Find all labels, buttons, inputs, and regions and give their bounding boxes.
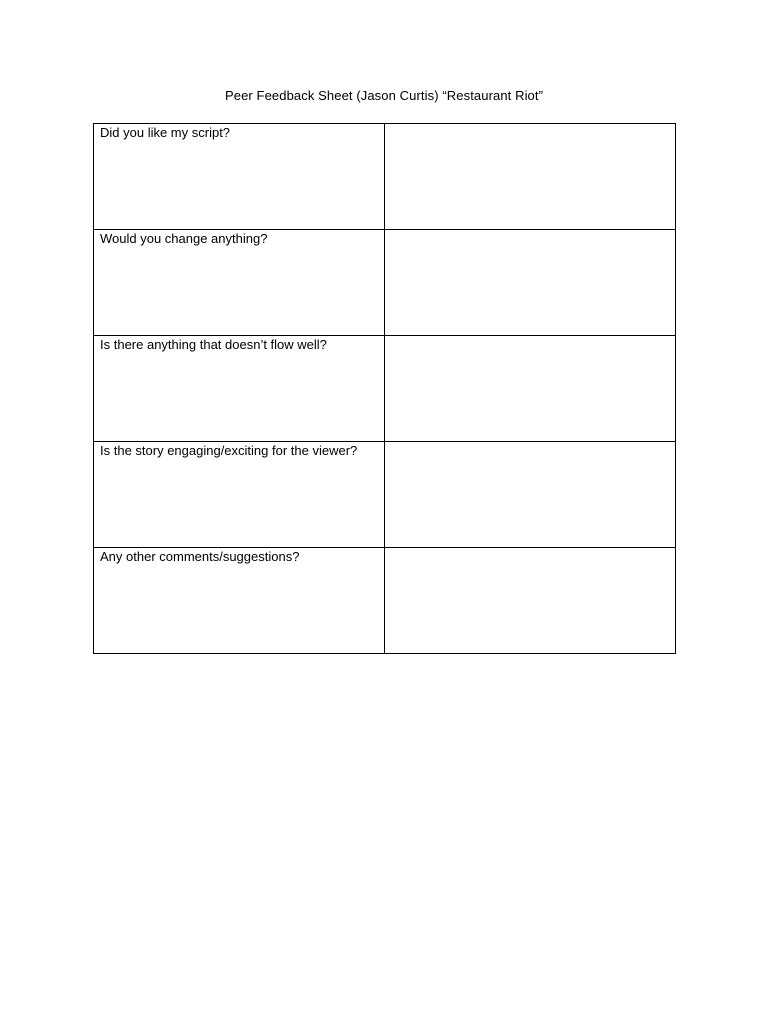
- answer-cell[interactable]: [385, 230, 676, 336]
- question-cell: [94, 124, 385, 230]
- table-row: [94, 336, 676, 442]
- question-label: Any other comments/suggestions?: [100, 549, 300, 564]
- question-cell: [94, 336, 385, 442]
- question-label: Would you change anything?: [100, 231, 268, 246]
- answer-cell[interactable]: [385, 548, 676, 654]
- answer-cell[interactable]: [385, 442, 676, 548]
- question-label: Is there anything that doesn’t flow well?: [100, 337, 327, 352]
- table-row: [94, 230, 676, 336]
- question-cell: [94, 548, 385, 654]
- page-title: Peer Feedback Sheet (Jason Curtis) “Restaurant Riot”: [224, 88, 544, 103]
- question-cell: [94, 230, 385, 336]
- table-row: [94, 548, 676, 654]
- feedback-table: [93, 123, 676, 654]
- answer-cell[interactable]: [385, 336, 676, 442]
- table-row: [94, 442, 676, 548]
- question-label: Did you like my script?: [100, 125, 231, 140]
- answer-cell[interactable]: [385, 124, 676, 230]
- question-label: Is the story engaging/exciting for the viewer?: [100, 443, 358, 458]
- question-cell: [94, 442, 385, 548]
- table-row: [94, 124, 676, 230]
